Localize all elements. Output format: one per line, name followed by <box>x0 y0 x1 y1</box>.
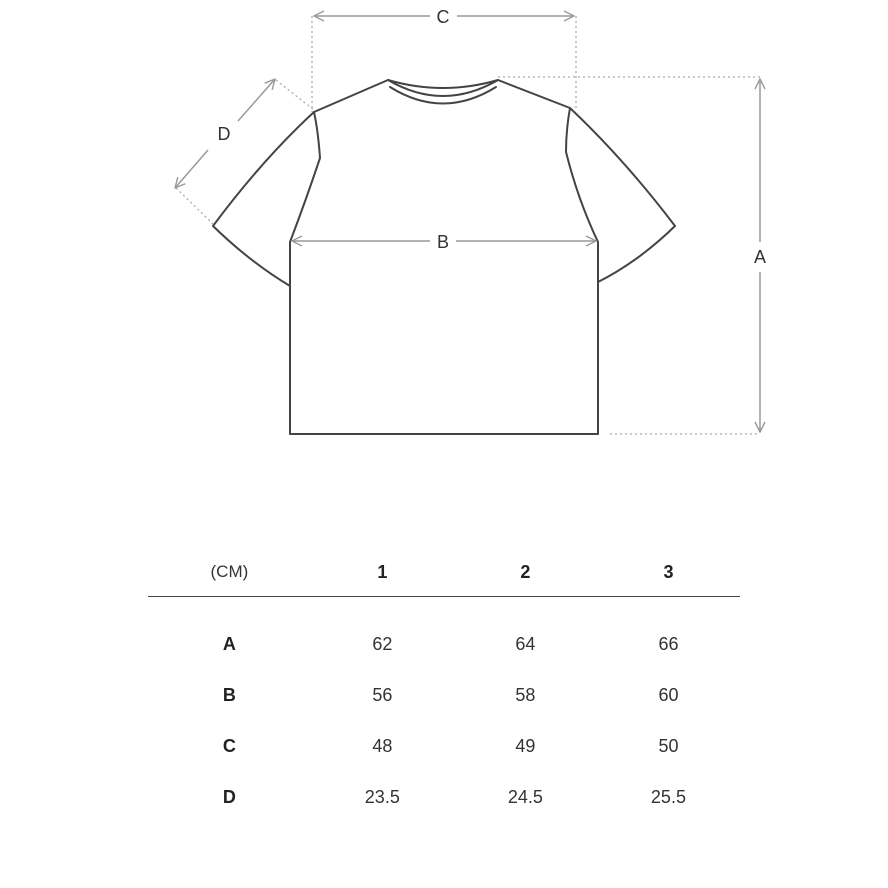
row-label: A <box>222 634 236 654</box>
tshirt-outline <box>213 80 675 434</box>
table-cell: 62 <box>372 634 393 654</box>
table-cell: 48 <box>372 736 393 756</box>
dimension-d-label: D <box>217 124 231 144</box>
dimension-d-arrow-top <box>238 79 275 121</box>
dimension-c-label: C <box>436 7 450 27</box>
table-row-a <box>148 619 740 670</box>
table-cell: 24.5 <box>507 787 543 807</box>
row-label: C <box>222 736 236 756</box>
table-row-d <box>148 772 740 823</box>
right-sleeve-path <box>570 108 675 282</box>
dimension-d-arrow-bottom <box>175 150 208 188</box>
collar-outer-path <box>388 80 498 88</box>
table-row-c <box>148 721 740 772</box>
row-label: D <box>222 787 236 807</box>
table-cell: 50 <box>658 736 679 756</box>
table-cell: 60 <box>658 685 679 705</box>
size-header-3: 3 <box>663 561 674 582</box>
size-header-2: 2 <box>520 561 531 582</box>
table-header-row <box>148 548 740 597</box>
table-cell: 49 <box>515 736 536 756</box>
table-cell: 64 <box>515 634 536 654</box>
size-header-1: 1 <box>377 561 388 582</box>
table-cell: 23.5 <box>364 787 400 807</box>
guide-lines <box>176 16 760 434</box>
unit-label: (CM) <box>210 562 249 581</box>
row-label: B <box>222 685 236 705</box>
dimension-b-label: B <box>436 232 450 252</box>
table-row-b <box>148 670 740 721</box>
tshirt-body-path <box>290 80 598 434</box>
table-cell: 25.5 <box>650 787 686 807</box>
size-chart-table <box>148 548 740 823</box>
table-cell: 66 <box>658 634 679 654</box>
dimension-a-label: A <box>753 247 767 267</box>
table-cell: 56 <box>372 685 393 705</box>
table-cell: 58 <box>515 685 536 705</box>
